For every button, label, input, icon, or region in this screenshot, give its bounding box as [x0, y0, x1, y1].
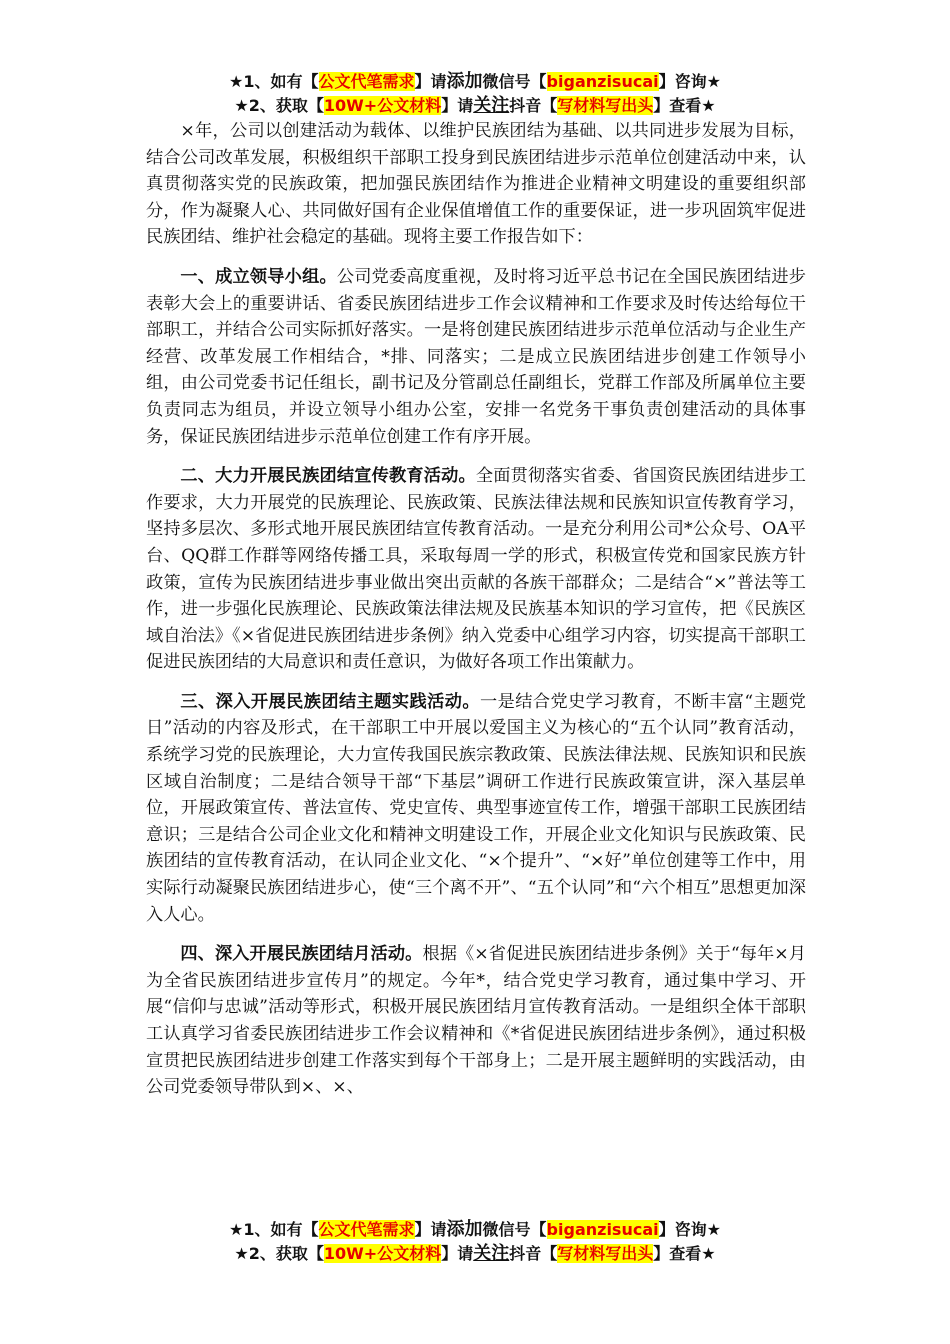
footer-2-mid1: 】请 [441, 1244, 474, 1263]
banner-1-mid1: 】请 [414, 72, 447, 91]
banner-2-highlight: 10W+公文材料 [323, 96, 442, 115]
banner-1-prefix: ★1、如有【 [229, 72, 319, 91]
footer-banner-line-1 [0, 1218, 950, 1242]
banner-2-mid1: 】请 [441, 96, 474, 115]
footer-2-suffix: 】查看★ [653, 1244, 716, 1263]
footer-2-mid2: 抖音【 [509, 1244, 558, 1263]
banner-1-wechat-id: biganzisucai [546, 72, 659, 91]
footer-2-emph: 关注 [473, 1243, 510, 1264]
footer-2-douyin-id: 写材料写出头 [557, 1244, 654, 1263]
section-1-heading: 一、成立领导小组。 [180, 266, 337, 287]
banner-1-mid2: 微信号【 [482, 72, 547, 91]
section-2-heading: 二、大力开展民族团结宣传教育活动。 [180, 466, 476, 487]
banner-2-emph: 关注 [473, 95, 510, 116]
banner-2-douyin-id: 写材料写出头 [557, 96, 654, 115]
banner-2-suffix: 】查看★ [653, 96, 716, 115]
banner-2-prefix: ★2、获取【 [234, 96, 324, 115]
footer-1-mid2: 微信号【 [482, 1220, 547, 1239]
intro-paragraph: ×年，公司以创建活动为载体、以维护民族团结为基础、以共同进步发展为目标，结合公司改革发展，积极组织干部职工投身到民族团结进步示范单位创建活动中来，认真贯彻落实党的民族政策，把加强民族团结作为推进企业精神文明建设的重要组织部分，作为凝聚人心、共同做好国有企业保值增值工作的重要保证，进一步巩固筑牢促进民族团结、维护社会稳定的基础。现将主要工作报告如下： [146, 121, 806, 248]
footer-1-highlight: 公文代笔需求 [318, 1220, 415, 1239]
section-3-heading: 三、深入开展民族团结主题实践活动。 [180, 691, 480, 712]
section-2-text: 全面贯彻落实省委、省国资民族团结进步工作要求，大力开展党的民族理论、民族政策、民族法律法规和民族知识宣传教育学习，坚持多层次、多形式地开展民族团结宣传教育活动。一是充分利用公司*公众号、OA平台、QQ群工作群等网络传播工具，采取每周一学的形式，积极宣传党和国家民族方针政策，宣传为民族团结进步事业做出突出贡献的各族干部群众；二是结合“×”普法等工作，进一步强化民族理论、民族政策法律法规及民族基本知识的学习宣传，把《民族区域自治法》《×省促进民族团结进步条例》纳入党委中心组学习内容，切实提高干部职工促进民族团结的大局意识和责任意识，为做好各项工作出策献力。 [146, 466, 806, 673]
document-body [146, 118, 806, 1114]
footer-2-highlight: 10W+公文材料 [323, 1244, 442, 1263]
section-3-text: 一是结合党史学习教育，不断丰富“主题党日”活动的内容及形式，在干部职工中开展以爱国主义为核心的“五个认同”教育活动，系统学习党的民族理论，大力宣传我国民族宗教政策、民族法律法规、民族知识和民族区域自治制度；二是结合领导干部“下基层”调研工作进行民族政策宣讲，深入基层单位，开展政策宣传、普法宣传、党史宣传、典型事迹宣传工作，增强干部职工民族团结意识；三是结合公司企业文化和精神文明建设工作，开展企业文化知识与民族政策、民族团结的宣传教育活动，在认同企业文化、“×个提升”、“×好”单位创建等工作中，用实际行动凝聚民族团结进步心，使“三个离不开”、“五个认同”和“六个相互”思想更加深入人心。 [146, 691, 806, 925]
footer-banner-line-2 [0, 1242, 950, 1266]
footer-1-prefix: ★1、如有【 [229, 1220, 319, 1239]
section-3 [146, 689, 806, 928]
footer-1-emph: 添加 [446, 1219, 483, 1240]
footer-1-mid1: 】请 [414, 1220, 447, 1239]
section-1-text: 公司党委高度重视，及时将习近平总书记在全国民族团结进步表彰大会上的重要讲话、省委民族团结进步工作会议精神和工作要求及时传达给每位干部职工，并结合公司实际抓好落实。一是将创建民族团结进步示范单位活动与企业生产经营、改革发展工作相结合，*排、同落实；二是成立民族团结进步创建工作领导小组，由公司党委书记任组长，副书记及分管副总任副组长，党群工作部及所属单位主要负责同志为组员，并设立领导小组办公室，安排一名党务干事负责创建活动的具体事务，保证民族团结进步示范单位创建工作有序开展。 [146, 266, 806, 447]
footer-2-prefix: ★2、获取【 [234, 1244, 324, 1263]
banner-1-emph: 添加 [446, 71, 483, 92]
section-1 [146, 264, 806, 450]
banner-1-suffix: 】咨询★ [658, 72, 721, 91]
banner-line-2 [0, 94, 950, 118]
section-2 [146, 463, 806, 676]
banner-2-mid2: 抖音【 [509, 96, 558, 115]
section-4-text: 根据《×省促进民族团结进步条例》关于“每年×月为全省民族团结进步宣传月”的规定。今年*，结合党史学习教育，通过集中学习、开展“信仰与忠诚”活动等形式，积极开展民族团结月宣传教育活动。一是组织全体干部职工认真学习省委民族团结进步工作会议精神和《*省促进民族团结进步条例》，通过积极宣贯把民族团结进步创建工作落实到每个干部身上；二是开展主题鲜明的实践活动，由公司党委领导带队到×、×、 [146, 944, 806, 1098]
section-4-heading: 四、深入开展民族团结月活动。 [180, 944, 423, 965]
footer-1-wechat-id: biganzisucai [546, 1220, 659, 1239]
section-4 [146, 941, 806, 1101]
banner-line-1 [0, 70, 950, 94]
footer-1-suffix: 】咨询★ [658, 1220, 721, 1239]
banner-1-highlight: 公文代笔需求 [318, 72, 415, 91]
